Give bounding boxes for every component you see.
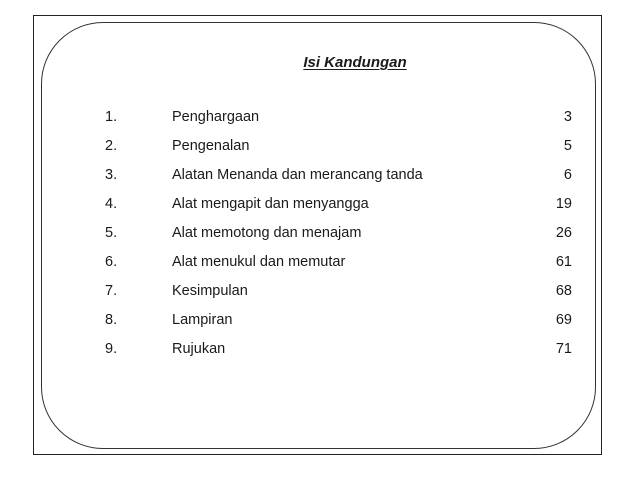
toc-entry-page: 19 [555, 196, 572, 212]
page-title: Isi Kandungan [303, 54, 407, 71]
toc-entry-title: Alat mengapit dan menyangga [172, 196, 369, 212]
toc-entry-page: 61 [555, 254, 572, 270]
toc-entry-8 [0, 312, 638, 341]
toc-entry-title: Alat memotong dan menajam [172, 225, 362, 241]
toc-entry-number: 9. [105, 341, 118, 357]
toc-entry-title: Lampiran [172, 312, 233, 328]
toc-entry-page: 5 [563, 138, 572, 154]
toc-entry-page: 68 [555, 283, 572, 299]
toc-entry-3 [0, 167, 638, 196]
toc-entry-7 [0, 283, 638, 312]
toc-entry-number: 4. [105, 196, 118, 212]
toc-entry-page: 6 [563, 167, 572, 183]
toc-entry-page: 3 [563, 109, 572, 125]
toc-entry-1 [0, 109, 638, 138]
toc-entry-title: Alatan Menanda dan merancang tanda [172, 167, 423, 183]
toc-entry-2 [0, 138, 638, 167]
toc-entry-number: 3. [105, 167, 118, 183]
toc-entry-title: Penghargaan [172, 109, 260, 125]
table-of-contents [0, 109, 638, 370]
toc-entry-number: 1. [105, 109, 118, 125]
toc-entry-number: 5. [105, 225, 118, 241]
toc-entry-page: 26 [555, 225, 572, 241]
toc-entry-number: 6. [105, 254, 118, 270]
toc-entry-title: Rujukan [172, 341, 226, 357]
toc-entry-number: 8. [105, 312, 118, 328]
toc-entry-6 [0, 254, 638, 283]
toc-entry-page: 69 [555, 312, 572, 328]
toc-entry-title: Pengenalan [172, 138, 250, 154]
toc-entry-title: Kesimpulan [172, 283, 248, 299]
toc-entry-5 [0, 225, 638, 254]
toc-entry-title: Alat menukul dan memutar [172, 254, 346, 270]
toc-entry-4 [0, 196, 638, 225]
toc-entry-9 [0, 341, 638, 370]
toc-entry-number: 7. [105, 283, 118, 299]
toc-entry-page: 71 [555, 341, 572, 357]
toc-entry-number: 2. [105, 138, 118, 154]
